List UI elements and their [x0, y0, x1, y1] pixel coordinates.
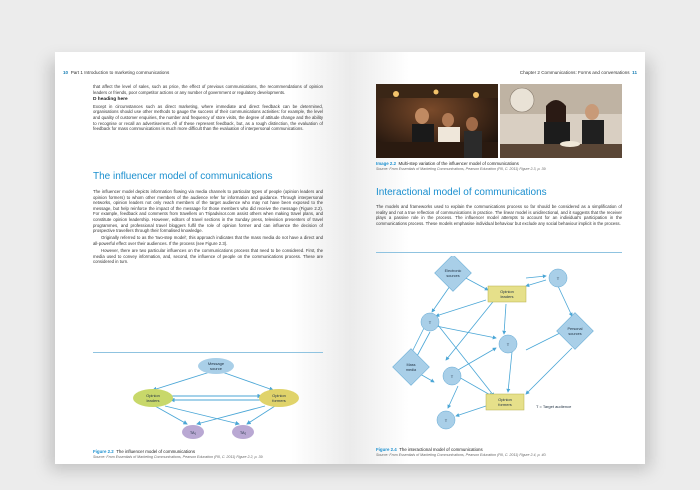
node-t-bottom: [437, 411, 455, 429]
right-body: [376, 204, 622, 228]
node-opinion-formers: [259, 389, 299, 407]
svg-text:Opinion: Opinion: [146, 393, 160, 398]
node-electronic-sources: [435, 256, 472, 291]
right-running-head-text: Chapter 2 Communications: Forms and conversations: [519, 70, 630, 75]
svg-text:T: T: [506, 342, 510, 347]
node-opinion-formers-box: [486, 394, 524, 410]
svg-text:Opinion: Opinion: [498, 397, 512, 402]
interactional-model-diagram: [376, 256, 622, 444]
right-figure-label: Figure 2.4: [376, 447, 397, 452]
node-t-top-right: [549, 269, 567, 287]
svg-text:leaders: leaders: [146, 398, 160, 403]
diagram-legend: T = Target audience: [536, 404, 572, 409]
left-figure-source: Source: From Essentials of Marketing Communications, Pearson Education (Fill, C. 2011) Figure 2.2, p. 39.: [93, 455, 264, 459]
node-t-center: [499, 335, 517, 353]
svg-text:TA₂: TA₂: [239, 430, 247, 435]
svg-text:Opinion: Opinion: [272, 393, 286, 398]
svg-text:T: T: [428, 320, 432, 325]
influencer-model-diagram: [115, 356, 315, 448]
open-book: [55, 52, 645, 464]
right-figure-caption: [376, 447, 483, 452]
svg-text:T: T: [444, 418, 448, 423]
node-ta1: [182, 425, 204, 439]
left-subheading: D heading here: [93, 97, 128, 103]
left-section-title: The influencer model of communications: [93, 171, 273, 182]
left-body-top: [93, 84, 323, 133]
right-page: [350, 52, 645, 464]
right-image-label: Image 2.2: [376, 161, 397, 166]
right-image-caption-text: Multi-step variation of the influencer model of communications: [398, 161, 519, 166]
svg-text:TA₁: TA₁: [189, 430, 197, 435]
svg-text:sources: sources: [446, 274, 460, 278]
right-image-source: Source: From Essentials of Marketing Communications, Pearson Education (Fill, C. 2011) Figure 2.3, p. 39.: [376, 167, 547, 171]
node-personal-sources: [557, 313, 594, 350]
node-ta2: [232, 425, 254, 439]
photo-restaurant-image: [376, 84, 498, 158]
right-section-paragraph: The models and frameworks used to explain the communications process so far should be considered as a simplification of reality and not a true reflection of communications in practice. The linear model is unidirectional, and it suggests that the receiver plays a passive role in the process. The influencer model attempts to account for an individual's participation in the communications process. These models emphasise individual behaviour but exclude any social behaviour implicit in the process.: [376, 204, 622, 226]
node-message-source: [198, 358, 234, 374]
left-top-paragraph: that affect the level of sales, such as price, the effect of previous communications, the recommendations of opinion leaders or friends, poor competitor actions or any number of government or regulatory developments.: [93, 84, 323, 95]
svg-text:T: T: [450, 374, 454, 379]
right-figure-rule: [376, 252, 622, 253]
svg-text:formers: formers: [498, 402, 512, 407]
left-figure-label: Figure 2.2: [93, 449, 114, 454]
left-body-section: [93, 189, 323, 266]
left-figure-caption-text: The influencer model of communications: [116, 449, 196, 454]
node-t-left: [421, 313, 439, 331]
left-section-paragraph-3: However, there are two particular influences on the communications process that need to be considered. First, the media used to convey information, and, second, the influence of people on the communications process. These are considered in turn.: [93, 247, 323, 265]
svg-text:Mass: Mass: [406, 363, 416, 367]
photo-chef: [500, 84, 622, 158]
node-opinion-leaders: [133, 389, 173, 407]
node-opinion-leaders-box: [488, 286, 526, 302]
left-running-head: [63, 70, 169, 75]
photo-restaurant: [376, 84, 498, 158]
left-page-number: 10: [63, 70, 69, 75]
svg-text:leaders: leaders: [500, 294, 514, 299]
left-running-head-text: Part 1 Introduction to marketing communications: [70, 70, 170, 75]
svg-text:Electronic: Electronic: [444, 269, 462, 273]
left-page: [55, 52, 350, 464]
right-running-head: [520, 70, 637, 75]
photo-chef-image: [500, 84, 622, 158]
svg-text:sources: sources: [568, 332, 582, 336]
svg-text:source: source: [209, 366, 223, 371]
left-section-paragraph-2: Originally referred to as the 'two-step model', this approach indicates that the mass media do not have a direct and all-powerful effect over their audiences. If the process (see Figure 2.3).: [93, 235, 323, 246]
node-t-mid-left: [443, 367, 461, 385]
left-figure-caption: [93, 449, 195, 454]
right-page-number: 11: [632, 70, 637, 75]
left-figure-rule: [93, 352, 323, 353]
svg-text:Message: Message: [207, 361, 225, 366]
svg-text:Personal: Personal: [567, 327, 583, 331]
left-section-paragraph-1: The influencer model depicts information flowing via media channels to particular types of people (opinion leaders and opinion formers) to whom other members of the audience refer for information and guidance. Through interpersonal networks, opinion leaders not only reach members of the target audience who may not have been exposed to the message, but help reinforce the impact of the message for those members who did receive the message (Figure 2.2). For example, feedback and comments from travellers on Tripadvisor.com assist others when making travel plans, and constitute opinion leadership. However, editors of travel sections in the Sunday press, television presenters of travel programmes, and professional travel bloggers fulfil the role of opinion former and can influence the decision of prospective travellers through their formalised knowledge.: [93, 189, 323, 234]
svg-text:formers: formers: [272, 398, 286, 403]
right-image-caption: [376, 161, 519, 166]
right-figure-source: Source: From Essentials of Marketing Communications, Pearson Education (Fill, C. 2011) Figure 2.4, p. 40.: [376, 453, 547, 457]
right-figure-caption-text: The interactional model of communications: [399, 447, 483, 452]
svg-text:T: T: [556, 276, 560, 281]
node-mass-media: [393, 349, 430, 386]
svg-text:media: media: [405, 368, 417, 372]
left-subheading-paragraph: Except in circumstances such as direct marketing, where immediate and direct feedback can be determined, organisations should use other methods to gauge the success of their communications activities: for example, the level and quality of customer enquiries, the number and frequency of store visits, the degree of attitude change and the ability to recognise or recall an advertisement. All of these represent feedback, but, as a rough distinction, the evaluation of feedback for mass communications is much more difficult than the evaluation of interpersonal communications.: [93, 103, 323, 132]
right-section-title: Interactional model of communications: [376, 187, 547, 198]
svg-text:Opinion: Opinion: [500, 289, 514, 294]
